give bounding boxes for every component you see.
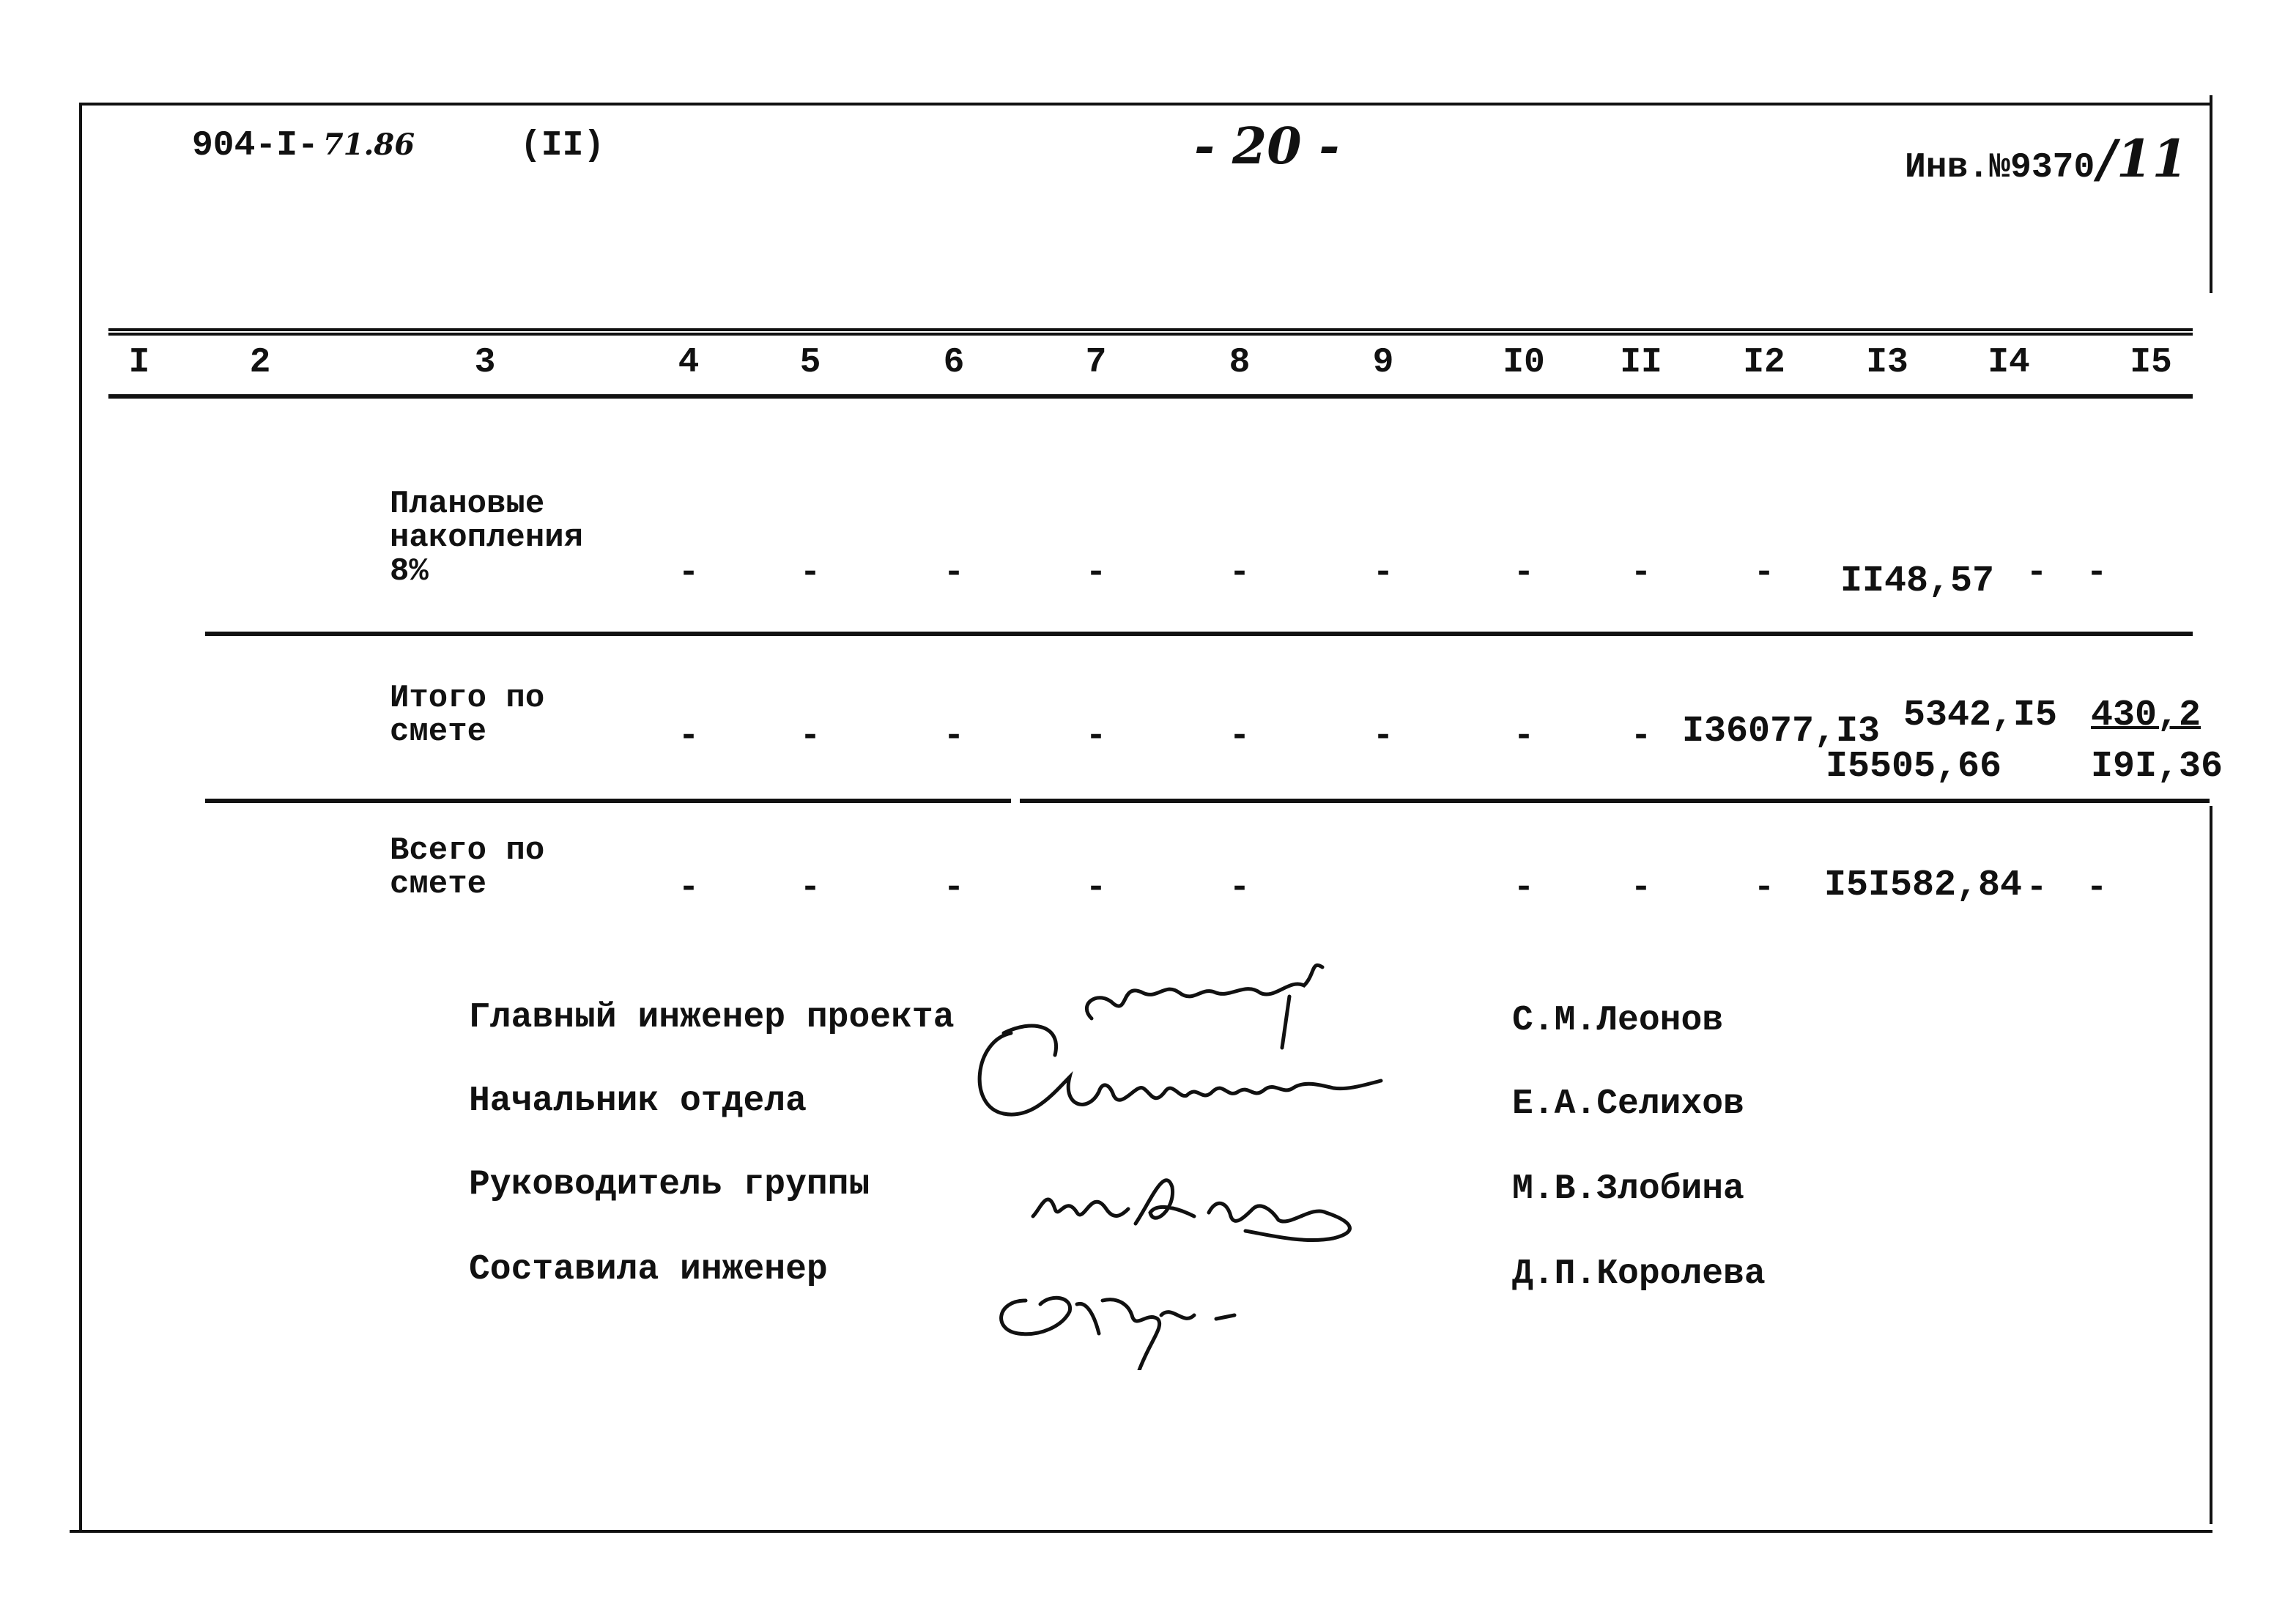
header-rule-top bbox=[108, 328, 2193, 336]
cell-dash: - bbox=[1085, 868, 1107, 908]
doc-code-handwritten: 71.86 bbox=[322, 127, 415, 162]
row-rule-1 bbox=[205, 632, 2193, 636]
signature-role: Главный инженер проекта bbox=[469, 998, 955, 1038]
signature-name: Д.П.Королева bbox=[1512, 1254, 1766, 1294]
row-label-line: Всего по bbox=[390, 832, 545, 869]
column-number-11: II bbox=[1620, 343, 1662, 382]
row-label-line: накопления bbox=[390, 519, 584, 556]
column-number-7: 7 bbox=[1085, 343, 1107, 382]
column-number-9: 9 bbox=[1372, 343, 1394, 382]
row-planned-col13: II48,57 bbox=[1840, 561, 1995, 602]
signature-name: М.В.Злобина bbox=[1512, 1169, 1744, 1209]
cell-dash: - bbox=[799, 868, 821, 908]
frame-right-lower bbox=[2210, 806, 2212, 1524]
signature-role: Составила инженер bbox=[469, 1250, 828, 1290]
column-number-2: 2 bbox=[249, 343, 271, 382]
cell-dash: - bbox=[2086, 868, 2108, 908]
cell-dash: - bbox=[1630, 717, 1652, 756]
cell-dash: - bbox=[1372, 717, 1394, 756]
row-subtotal-col13-bottom: I5505,66 bbox=[1826, 746, 2002, 788]
row-rule-2 bbox=[205, 799, 1011, 803]
cell-dash: - bbox=[1229, 717, 1251, 756]
part-number: (II) bbox=[520, 126, 605, 166]
row-label-line: смете bbox=[390, 714, 487, 750]
cell-dash: - bbox=[1513, 717, 1535, 756]
signature-scribble-zlobina bbox=[1026, 1158, 1377, 1246]
column-number-8: 8 bbox=[1229, 343, 1251, 382]
column-number-15: I5 bbox=[2130, 343, 2172, 382]
row-label-line: 8% bbox=[390, 553, 429, 590]
cell-dash: - bbox=[1085, 553, 1107, 593]
cell-dash: - bbox=[1229, 553, 1251, 593]
row-rule-2b bbox=[1020, 799, 2210, 803]
row-subtotal-col13-top: 5342,I5 bbox=[1903, 695, 2058, 736]
cell-dash: - bbox=[1513, 868, 1535, 908]
row-subtotal-col12: I36077,I3 bbox=[1682, 711, 1881, 752]
inventory-number: Инв.№9370/11 bbox=[1905, 128, 2188, 189]
row-label-line: Итого по bbox=[390, 680, 545, 717]
signature-name: Е.А.Селихов bbox=[1512, 1084, 1744, 1124]
signature-name: С.М.Леонов bbox=[1512, 1001, 1724, 1040]
row-label-line: смете bbox=[390, 866, 487, 903]
cell-dash: - bbox=[1372, 553, 1394, 593]
cell-dash: - bbox=[2026, 553, 2048, 593]
frame-right bbox=[2210, 95, 2212, 293]
frame-bottom bbox=[70, 1530, 2212, 1533]
signature-role: Руководитель группы bbox=[469, 1165, 870, 1205]
cell-dash: - bbox=[678, 553, 700, 593]
cell-dash: - bbox=[2086, 553, 2108, 593]
cell-dash: - bbox=[1229, 868, 1251, 908]
column-number-3: 3 bbox=[474, 343, 496, 382]
column-number-12: I2 bbox=[1743, 343, 1785, 382]
row-subtotal-col15-bottom: I9I,36 bbox=[2091, 746, 2223, 788]
cell-dash: - bbox=[678, 868, 700, 908]
cell-dash: - bbox=[799, 553, 821, 593]
cell-dash: - bbox=[1753, 553, 1775, 593]
cell-dash: - bbox=[678, 717, 700, 756]
cell-dash: - bbox=[1513, 553, 1535, 593]
frame-left bbox=[79, 103, 82, 1531]
column-number-10: I0 bbox=[1503, 343, 1545, 382]
column-number-6: 6 bbox=[943, 343, 965, 382]
row-label-subtotal bbox=[390, 681, 544, 749]
cell-dash: - bbox=[1630, 553, 1652, 593]
cell-dash: - bbox=[943, 717, 965, 756]
cell-dash: - bbox=[1085, 717, 1107, 756]
row-label-line: Плановые bbox=[390, 486, 545, 522]
column-number-13: I3 bbox=[1866, 343, 1908, 382]
header-rule-bottom bbox=[108, 394, 2193, 399]
cell-dash: - bbox=[1630, 868, 1652, 908]
column-number-1: I bbox=[128, 343, 150, 382]
signature-scribble-selikhov bbox=[960, 1011, 1392, 1136]
doc-code: 904-I- 71.86 bbox=[192, 126, 415, 166]
row-label-total bbox=[390, 834, 544, 901]
cell-dash: - bbox=[943, 553, 965, 593]
signature-scribble-koroleva bbox=[982, 1260, 1275, 1370]
row-label-planned bbox=[390, 487, 583, 588]
cell-dash: - bbox=[2026, 868, 2048, 908]
cell-dash: - bbox=[943, 868, 965, 908]
cell-dash: - bbox=[1753, 868, 1775, 908]
column-number-5: 5 bbox=[799, 343, 821, 382]
column-number-14: I4 bbox=[1988, 343, 2030, 382]
column-number-4: 4 bbox=[678, 343, 700, 382]
cell-dash: - bbox=[799, 717, 821, 756]
frame-top bbox=[81, 103, 2212, 106]
row-subtotal-col15-top: 430,2 bbox=[2091, 695, 2201, 736]
page-number: - 20 - bbox=[1194, 117, 1340, 176]
inventory-suffix: /11 bbox=[2097, 128, 2188, 189]
signature-role: Начальник отдела bbox=[469, 1081, 807, 1121]
row-total-col13: I5I582,84 bbox=[1824, 865, 2023, 906]
